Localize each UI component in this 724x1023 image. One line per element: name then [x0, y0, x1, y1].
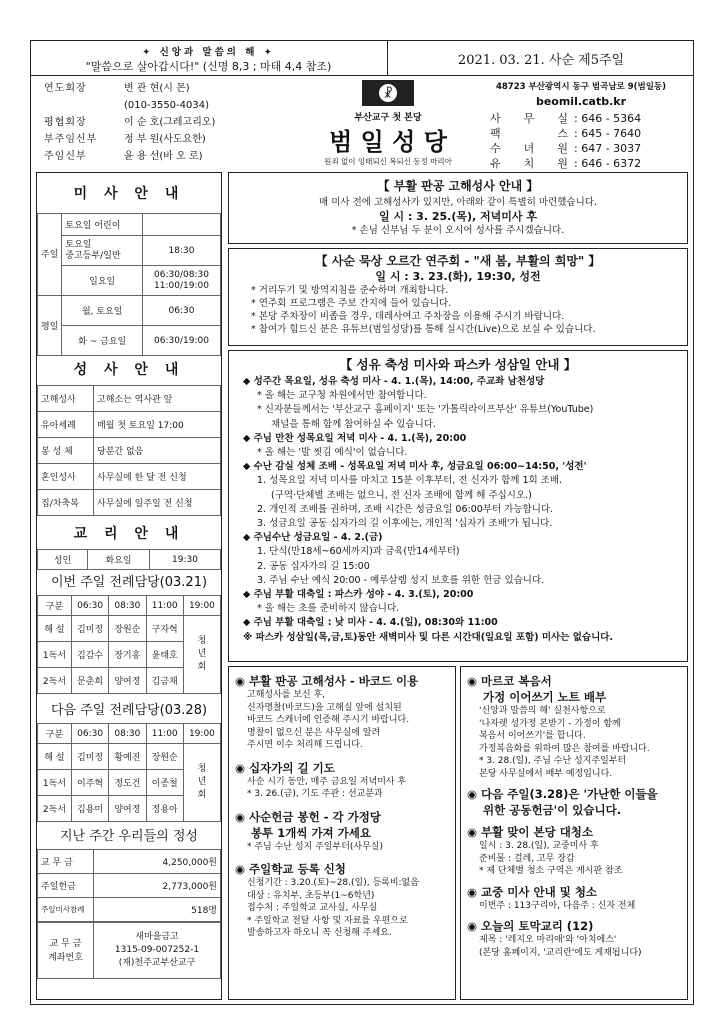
mass-row-name: 화 ~ 금요일 [62, 326, 143, 356]
sacrament-name: 집/차축복 [38, 490, 94, 516]
notice-triduum-heading: ※ 파스카 성삼일(목,금,토)동안 새벽미사 및 다른 시간대(일요일 포함) 미사는 없습니다. [243, 631, 614, 643]
notice-triduum-item: * 올 해는 교구청 차원에서만 참여합니다. [257, 390, 427, 402]
leader-name: 정 부 원(사도요한) [124, 134, 206, 145]
duty-header-cell: 06:30 [71, 724, 108, 744]
duty-cell: 해 설 [38, 616, 72, 642]
announcement-line: '신앙과 말씀의 해' 실천사항으로 [479, 706, 606, 716]
duty-header-cell: 구분 [38, 724, 72, 744]
announcement-title: ◉ 사순헌금 봉헌 - 각 가정당 [235, 809, 381, 824]
announcement-section [467, 673, 683, 780]
church-logo [362, 80, 414, 106]
duty-cell: 구자혁 [146, 616, 183, 642]
notice-confession [228, 172, 688, 244]
duty-next-title: 다음 주일 전례담당(03.28) [50, 703, 208, 718]
notice-confession-date: 일 시 : 3. 25.(목), 저녁미사 후 [379, 210, 537, 223]
mass-sunday-label: 주일 [38, 214, 62, 296]
announcement-line: 제목 : '레지오 마리애'와 '아치에스' [479, 935, 617, 945]
contact-number[interactable]: : 647 - 3037 [574, 142, 642, 155]
contact-label: 유 치 원 [490, 157, 568, 170]
mass-row-time: 18:30 [143, 236, 221, 266]
announcement-section [467, 918, 683, 959]
notice-triduum-item: * 올 해는 초를 준비하지 않습니다. [257, 603, 400, 615]
duty-header-cell: 19:00 [183, 596, 220, 616]
leader-role: 주임신부 [44, 151, 87, 162]
announcement-line: * 3. 28.(일), 주님 수난 성지주일부터 [479, 756, 627, 766]
notice-triduum-item: 1. 성목요일 저녁 미사를 마치고 15분 이후부터, 전 신자가 함께 1회 조배. [257, 475, 563, 487]
duty-cell: 장기홍 [109, 642, 146, 668]
announcements-right [460, 666, 688, 1000]
notice-triduum-heading: ◆ 성주간 목요일, 성유 축성 미사 - 4. 1.(목), 14:00, 주교좌 남천성당 [243, 376, 545, 387]
sacrament-value: 사무실에 한 달 전 신청 [94, 464, 221, 490]
mass-weekday-label: 평일 [38, 296, 62, 356]
duty-cell: 장원순 [109, 616, 146, 642]
notice-triduum-item: 2. 공동 십자가의 길 15:00 [257, 560, 370, 572]
svg-text:☧: ☧ [383, 86, 393, 101]
mass-row-time: 06:30 [143, 296, 221, 326]
duty-row [38, 744, 221, 770]
duty-cell: 양여정 [109, 668, 146, 694]
duty-cell: 문춘희 [71, 668, 108, 694]
offering-value: 2,773,000원 [94, 874, 221, 898]
sacrament-value: 매월 첫 토요일 17:00 [94, 412, 221, 438]
duty-cell: 1독서 [38, 770, 72, 796]
notice-triduum-heading: ◆ 주님 만찬 성목요일 저녁 미사 - 4. 1.(목), 20:00 [243, 432, 467, 444]
leader-row [44, 80, 294, 97]
notice-organ-item: * 참여가 힘드신 분은 유튜브(범일성당)를 통해 실시간(Live)으로 보실 수 있습니다. [251, 324, 596, 335]
announcement-section [467, 884, 683, 913]
notice-triduum-heading: ◆ 주님수난 성금요일 - 4. 2.(금) [243, 532, 383, 544]
contact-number[interactable]: : 646 - 6372 [574, 157, 642, 170]
announcement-section [467, 786, 683, 818]
announcement-line: 발송하고자 하오니 꼭 신청해 주세요. [247, 928, 392, 938]
notice-triduum-item: 3. 성금요일 공동 십자가의 길 이후에는, 개인적 '십자가 조배'가 됩니다. [257, 518, 553, 530]
offering-table [37, 849, 221, 979]
announcement-line: 신청기간 : 3.20.(토)~28.(일), 등록비:없음 [247, 878, 419, 888]
leader-name: 이 순 호(그레고리오) [124, 117, 216, 128]
sacrament-title: 성 사 안 내 [73, 362, 185, 378]
church-subtitle: 부산교구 첫 본당 [354, 113, 422, 123]
announcement-line: * 제 단체별 청소 구역은 게시판 참조 [479, 866, 623, 876]
duty-cell: 윤태호 [146, 642, 183, 668]
duty-cell: 김미정 [71, 616, 108, 642]
contact-label: 수 녀 원 [490, 142, 568, 155]
mass-title: 미 사 안 내 [73, 186, 185, 202]
announcement-section [235, 809, 451, 854]
notice-triduum-item: 3. 주님 수난 예식 20:00 - 예루살렘 성지 보호를 위한 헌금 있습니다. [257, 574, 545, 586]
announcement-title: ◉ 교중 미사 안내 및 청소 [467, 884, 598, 899]
announcement-line: 주시면 이수 처리해 드립니다. [247, 740, 363, 750]
notice-triduum [228, 350, 688, 662]
announcement-section [235, 861, 451, 940]
leader-name: 윤 용 선(바 오 로) [124, 151, 203, 162]
offering-row [38, 898, 221, 922]
duty-header-cell: 06:30 [71, 596, 108, 616]
duty-cell: 2독서 [38, 796, 72, 822]
account-number: 1315-09-007252-1 [114, 945, 200, 955]
offering-title: 지난 주간 우리들의 정성 [60, 829, 198, 844]
announcement-section [467, 824, 683, 878]
offering-name: 주일미사참례 [38, 898, 94, 922]
year-theme: ✦ 신앙과 말씀의 해 ✦ [142, 47, 275, 58]
announcement-section [235, 760, 451, 801]
announcement-line: 신자명찰(바코드)을 고해실 앞에 설치된 [247, 702, 402, 713]
notice-confession-note: * 손님 신부님 두 분이 오시어 성사를 주시겠습니다. [351, 225, 565, 236]
duty-header-cell: 08:30 [109, 724, 146, 744]
offering-value: 518명 [94, 898, 221, 922]
duty-this-table [37, 595, 221, 694]
account-holder: (재)천주교부산교구 [118, 958, 196, 968]
duty-header-row [38, 724, 221, 744]
sacrament-value: 당분간 없음 [94, 438, 221, 464]
notice-organ-item: * 연주회 프로그램은 주보 간지에 들어 있습니다. [251, 298, 452, 309]
announcement-line: * 주일학교 전달 사항 및 자료를 우편으로 [247, 915, 408, 926]
mass-row-name: 토요일 중고등부/일반 [62, 236, 143, 266]
sacrament-row [38, 438, 221, 464]
duty-cell: 정도건 [109, 770, 146, 796]
duty-header-cell: 11:00 [146, 724, 183, 744]
announcement-line: * 주님 수난 성지 주일부터(사무실) [247, 841, 383, 852]
sacrament-row [38, 490, 221, 516]
announcement-title-cont: 봉투 1개씩 가져 가세요 [251, 825, 371, 840]
header-theme [30, 40, 388, 76]
announcement-title-cont: 가정 이어쓰기 노트 배부 [483, 690, 607, 704]
sacrament-row [38, 386, 221, 412]
church-website[interactable]: beomil.catb.kr [535, 95, 627, 108]
contact-row [490, 141, 692, 156]
notice-organ-item: * 본당 주차장이 비좁을 경우, 데레사여고 주차장을 이용해 주시기 바랍니다. [251, 311, 565, 322]
church-name: 범 일 성 당 [329, 127, 447, 156]
announcement-line: 본당 사무실에서 배부 예정입니다. [479, 768, 613, 779]
announcement-title: ◉ 부활 맞이 본당 대청소 [467, 825, 594, 839]
notice-confession-line: 매 미사 전에 고해성사가 있지만, 아래와 같이 특별히 마련했습니다. [319, 197, 597, 208]
leader-name: 변 관 현(시 몬) [124, 83, 190, 94]
mass-table [37, 213, 221, 356]
mass-row-time: 06:30/19:00 [143, 326, 221, 356]
duty-cell: 이주혁 [71, 770, 108, 796]
duty-this-title: 이번 주일 전례담당(03.21) [50, 575, 208, 590]
duty-cell: 1독서 [38, 642, 72, 668]
duty-header-cell: 11:00 [146, 596, 183, 616]
duty-cell: 김용미 [71, 796, 108, 822]
announcement-line: 일시 : 3. 28.(일), 교중미사 후 [479, 841, 599, 851]
mass-row-name: 월, 토요일 [62, 296, 143, 326]
leader-row [44, 148, 294, 165]
notice-triduum-heading: ◆ 주님 부활 대축일 : 파스카 성야 - 4. 3.(토), 20:00 [243, 589, 474, 601]
church-contacts [470, 80, 692, 171]
notice-organ-item: * 거리두기 및 방역지침을 준수하며 개최합니다. [251, 285, 449, 296]
church-logo-icon [362, 80, 414, 106]
duty-next-table [37, 723, 221, 822]
offering-row [38, 850, 221, 874]
doctrine-title: 교 리 안 내 [73, 526, 185, 542]
mass-row-time: 06:30/08:30 11:00/19:00 [143, 266, 221, 296]
notice-triduum-item: 채널을 통해 함께 참여하실 수 있습니다. [271, 418, 436, 430]
duty-cell: 김금채 [146, 668, 183, 694]
duty-header-cell: 19:00 [183, 724, 220, 744]
duty-cell: 2독서 [38, 668, 72, 694]
notice-triduum-heading: ◆ 주님 부활 대축일 : 낮 미사 - 4. 4.(일), 08:30와 11:00 [243, 617, 498, 629]
offering-name: 주일헌금 [38, 874, 94, 898]
duty-cell: 정용아 [146, 796, 183, 822]
doctrine-table [37, 549, 221, 570]
duty-header-cell: 구분 [38, 596, 72, 616]
sacrament-row [38, 412, 221, 438]
notice-triduum-item: * 올 해는 '발 씻김 예식'이 없습니다. [257, 447, 408, 459]
doctrine-time: 19:30 [150, 550, 221, 570]
announcements-left [228, 666, 456, 1000]
notice-triduum-title: 【 성유 축성 미사와 파스카 성삼일 안내 】 [339, 357, 577, 372]
contact-number[interactable]: : 646 - 5364 [574, 112, 642, 125]
mass-row-time [143, 214, 221, 236]
sacrament-row [38, 464, 221, 490]
announcement-title: ◉ 부활 판공 고해성사 - 바코드 이용 [235, 674, 419, 688]
announcement-line: 대상 : 유치부, 초등부(1~6학년) [247, 890, 375, 901]
announcement-title: ◉ 십자가의 길 기도 [235, 760, 335, 775]
contact-row [490, 156, 692, 171]
sacrament-table [37, 385, 221, 516]
announcement-title: ◉ 주일학교 등록 신청 [235, 862, 346, 876]
duty-cell: 이종철 [146, 770, 183, 796]
announcement-title: ◉ 오늘의 토막교리 (12) [467, 919, 594, 933]
duty-header-cell: 08:30 [109, 596, 146, 616]
announcement-section [235, 673, 451, 752]
announcement-line: 명찰이 없으신 분은 사무실에 알려 [247, 727, 381, 738]
sacrament-name: 고해성사 [38, 386, 94, 412]
sacrament-value: 사무실에 일주일 전 신청 [94, 490, 221, 516]
bulletin-date: 2021. 03. 21. 사순 제5주일 [457, 53, 625, 68]
announcement-line: '나자렛 성가정 본받기 - 가정이 함께 [479, 718, 621, 729]
offering-value: 4,250,000원 [94, 850, 221, 874]
announcement-line: 가정복음화를 위하여 많은 참여를 바랍니다. [479, 743, 650, 754]
church-motto: 원죄 없이 잉태되신 복되신 동정 마리아 [324, 157, 452, 166]
duty-row [38, 616, 221, 642]
leader-role: 부주임신부 [44, 134, 98, 145]
leader-role: 연도회장 [44, 83, 87, 94]
contact-row [490, 111, 692, 126]
contact-number[interactable]: : 645 - 7640 [574, 127, 642, 140]
announcement-title: ◉ 마르코 복음서 [467, 674, 552, 688]
sacrament-name: 혼인성사 [38, 464, 94, 490]
announcement-line: * 3. 26.(금), 기도 주관 : 선교분과 [247, 789, 383, 799]
announcement-line: 복음서 이어쓰기'를 합니다. [479, 731, 586, 741]
doctrine-day: 화요일 [88, 550, 150, 570]
offering-name: 교 무 금 [38, 850, 94, 874]
notice-triduum-heading: ◆ 수난 감실 성체 조배 - 성목요일 저녁 미사 후, 성금요일 06:00~14:50, '성전' [243, 461, 587, 473]
leader-row [44, 97, 294, 114]
account-label: 교 무 금 계좌번호 [38, 923, 94, 979]
notice-confession-title: 【 부활 판공 고해성사 안내 】 [377, 179, 539, 193]
notice-organ-concert [228, 248, 688, 346]
account-bank: 새마을금고 [135, 932, 179, 942]
header-date [388, 40, 694, 76]
announcement-line: 사순 시기 동안, 매주 금요일 저녁미사 후 [247, 776, 407, 787]
doctrine-group: 성인 [38, 550, 88, 570]
offering-row [38, 874, 221, 898]
leader-name: (010-3550-4034) [124, 100, 210, 111]
notice-triduum-item: (구역·단체별 조배는 없으니, 전 신자 조배에 함께 해 주십시오.) [271, 489, 532, 501]
announcement-line: 이번주 : 113구리아, 다음주 : 신자 전체 [479, 900, 636, 911]
announcement-line: 준비물 : 걸레, 고무 장갑 [479, 853, 575, 864]
church-address: 48723 부산광역시 동구 범곡남로 9(범일동) [495, 82, 667, 92]
church-identity [318, 80, 458, 170]
duty-youth-cell: 청 년 회 [183, 616, 220, 694]
account-info [94, 923, 221, 979]
leader-row [44, 114, 294, 131]
mass-row-name: 일요일 [62, 266, 143, 296]
notice-organ-date: 일 시 : 3. 23.(화), 19:30, 성전 [375, 270, 541, 283]
announcement-line: 고해성사를 보신 후, [247, 690, 326, 700]
duty-cell: 양여정 [109, 796, 146, 822]
announcement-line: 바코드 스캐너에 인증해 주시기 바랍니다. [247, 715, 410, 725]
notice-triduum-item: 1. 단식(만18세~60세까지)과 금육(만14세부터) [257, 546, 460, 558]
announcement-line: 접수처 : 주일학교 교사실, 사무실 [247, 903, 378, 913]
duty-header-row [38, 596, 221, 616]
duty-cell: 김미정 [71, 744, 108, 770]
mass-row-name: 토요일 어린이 [62, 214, 143, 236]
duty-cell: 해 설 [38, 744, 72, 770]
sacrament-name: 유아세례 [38, 412, 94, 438]
duty-cell: 장원순 [146, 744, 183, 770]
duty-youth-cell: 청 년 회 [183, 744, 220, 822]
contact-label: 사 무 실 [490, 112, 568, 125]
contact-row [490, 126, 692, 141]
notice-organ-title: 【 사순 묵상 오르간 연주회 - "새 봄, 부활의 희망" 】 [315, 254, 601, 268]
leader-role [44, 97, 124, 114]
contact-label: 팩 스 [490, 127, 568, 140]
announcement-title-cont: 위한 공동헌금'이 있습니다. [483, 803, 622, 817]
left-sidebar [36, 172, 222, 1000]
announcement-title: ◉ 다음 주일(3.28)은 '가난한 이들을 [467, 787, 658, 801]
duty-cell: 황예진 [109, 744, 146, 770]
leader-role: 평협회장 [44, 117, 87, 128]
notice-triduum-item: 2. 개인적 조배를 권하며, 조배 시간은 성금요일 06:00부터 가능합니다. [257, 503, 554, 515]
theme-quote: "말씀으로 살아갑시다!" (신명 8,3 ; 마태 4,4 참조) [85, 60, 332, 73]
notice-triduum-item: * 신자분들께서는 '부산교구 홈페이지' 또는 '가톨릭라이프부산' 유튜브(YouTube) [257, 404, 594, 416]
leader-row [44, 131, 294, 148]
duty-cell: 김감수 [71, 642, 108, 668]
sacrament-name: 봉 성 체 [38, 438, 94, 464]
leaders-list [44, 80, 294, 165]
announcement-line: (본당 홈페이지, '교리란'에도 게재됩니다) [479, 947, 642, 958]
sacrament-value: 고해소는 역사관 앞 [94, 386, 221, 412]
